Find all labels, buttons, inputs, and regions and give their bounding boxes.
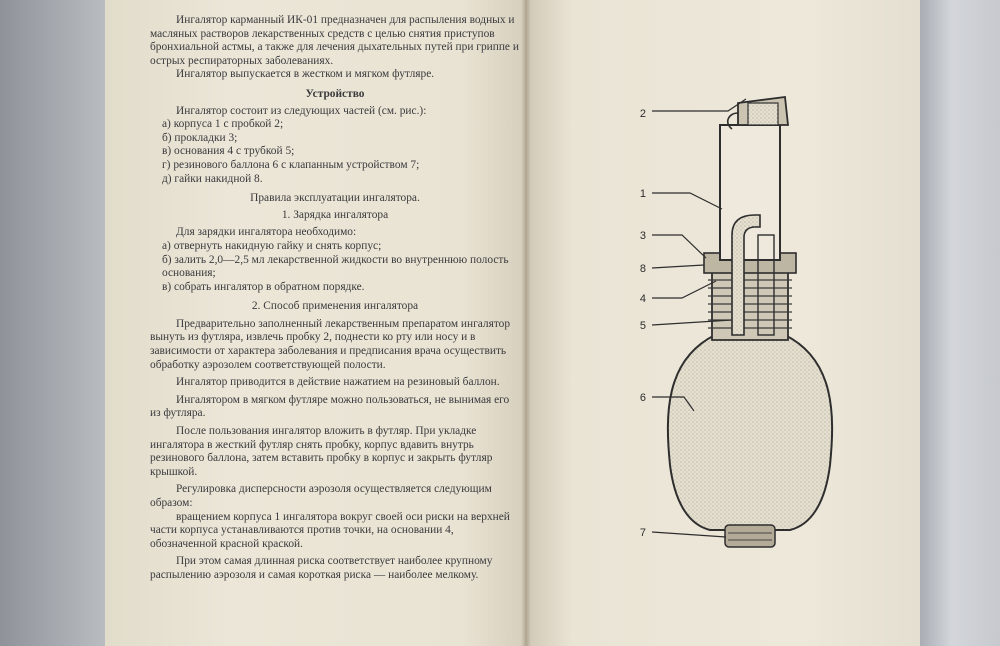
body-shape xyxy=(720,125,780,260)
intro-case-note: Ингалятор выпускается в жестком и мягком футляре. xyxy=(176,68,435,81)
usage-heading: 2. Способ применения ингалятора xyxy=(251,300,419,313)
intro-paragraph: Ингалятор карманный ИК-01 предназначен для распыления водных и масляных растворов лекарственных средств с целью снятия приступов бронхиальной астмы, а также для лечения дыхательных путей при гриппе и острых респираторных заболеваниях. xyxy=(150,14,519,67)
charging-intro: Для зарядки ингалятора необходимо: xyxy=(176,226,357,239)
charging-step: в) собрать ингалятор в обратном порядке. xyxy=(162,280,365,293)
figure-label: 1 xyxy=(639,188,646,200)
figure-label: 3 xyxy=(639,230,646,242)
charging-step: а) отвернуть накидную гайку и снять корпус; xyxy=(162,239,382,252)
valve-shape xyxy=(725,525,775,547)
usage-paragraph: Регулировка дисперсности аэрозоля осуществляется следующим образом: xyxy=(150,483,492,509)
charging-steps-list xyxy=(150,240,520,294)
usage-paragraph: После пользования ингалятор вложить в футляр. При укладке ингалятора в жесткий футляр снять пробку, корпус вдавить внутрь резинового баллона, затем вставить пробку в корпус и закрыть футляр крышкой. xyxy=(150,425,493,478)
figure-label: 4 xyxy=(639,293,646,305)
figure-label: 6 xyxy=(639,392,646,404)
usage-paragraph: Предварительно заполненный лекарственным препаратом ингалятор вынуть из футляра, извлечь пробку 2, поднести ко рту или носу и в зависимости от характера заболевания и предписания врача осуществить обработку аэрозолем соответствующей полости. xyxy=(150,317,511,371)
rules-heading: Правила эксплуатации ингалятора. xyxy=(250,192,420,205)
device-part-item: г) резинового баллона 6 с клапанным устройством 7; xyxy=(162,158,420,171)
device-heading: Устройство xyxy=(305,87,365,100)
figure-label: 5 xyxy=(639,320,646,332)
device-parts-list xyxy=(150,118,520,186)
inhaler-diagram xyxy=(620,85,860,555)
page-fold xyxy=(521,0,531,646)
left-page-text xyxy=(150,14,520,583)
usage-paragraph: Ингалятор приводится в действие нажатием на резиновый баллон. xyxy=(176,376,500,389)
background-left xyxy=(0,0,105,646)
rubber-bulb-shape xyxy=(668,335,832,530)
usage-paragraph: вращением корпуса 1 ингалятора вокруг своей оси риски на верхней части корпуса устанавливаются против точки, на основании 4, обозначенной красной краской. xyxy=(150,510,510,550)
device-intro: Ингалятор состоит из следующих частей (см. рис.): xyxy=(176,104,427,117)
figure-label: 7 xyxy=(639,527,646,539)
charging-heading: 1. Зарядка ингалятора xyxy=(281,208,389,221)
usage-paragraph: Ингалятором в мягком футляре можно пользоваться, не вынимая его из футляра. xyxy=(150,393,510,420)
base-shape xyxy=(712,265,788,340)
device-part-item: а) корпуса 1 с пробкой 2; xyxy=(162,118,284,131)
figure-label: 8 xyxy=(639,263,646,275)
background-right xyxy=(920,0,1000,646)
usage-paragraph: При этом самая длинная риска соответствует наиболее крупному распылению аэрозоля и самая короткая риска — наиболее мелкому. xyxy=(150,555,493,581)
device-part-item: в) основания 4 с трубкой 5; xyxy=(162,145,295,158)
device-part-item: б) прокладки 3; xyxy=(162,131,238,144)
device-part-item: д) гайки накидной 8. xyxy=(162,172,263,185)
charging-step: б) залить 2,0—2,5 мл лекарственной жидкости во внутреннюю полость основания; xyxy=(162,253,509,280)
figure-label: 2 xyxy=(639,108,646,120)
